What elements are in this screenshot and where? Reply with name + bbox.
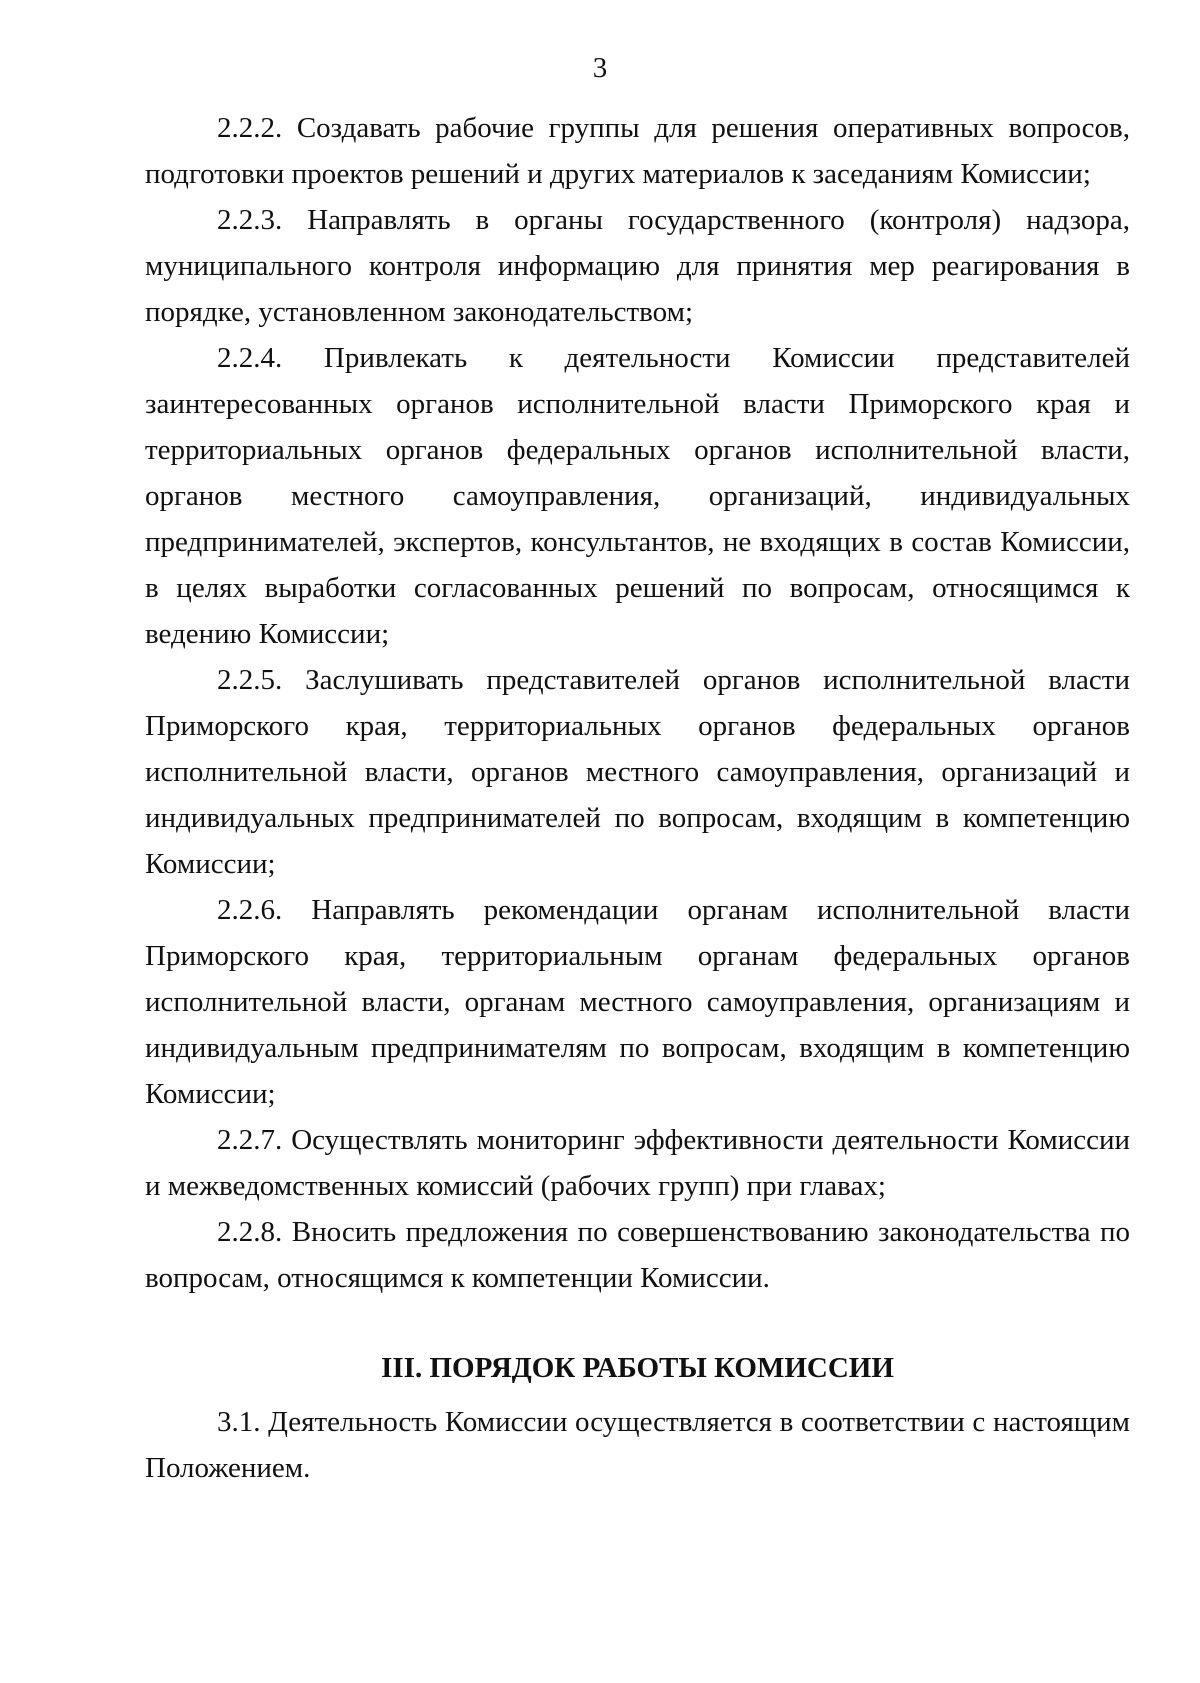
paragraph-2-2-5: 2.2.5. Заслушивать представителей органов исполнительной власти Приморского края, территориальных органов федеральных органов исполнительной власти, органов местного самоуправления, организаций и индивидуальных предпринимателей по вопросам, входящим в компетенцию Комиссии; <box>145 664 1130 880</box>
document-body <box>145 105 1130 1491</box>
paragraph-2-2-3: 2.2.3. Направлять в органы государственного (контроля) надзора, муниципального контроля информацию для принятия мер реагирования в порядке, установленном законодательством; <box>145 204 1130 328</box>
page-number: 3 <box>592 52 608 84</box>
paragraph-2-2-8: 2.2.8. Вносить предложения по совершенствованию законодательства по вопросам, относящимся к компетенции Комиссии. <box>145 1216 1130 1294</box>
paragraph-3-1: 3.1. Деятельность Комиссии осуществляется в соответствии с настоящим Положением. <box>145 1406 1130 1484</box>
section-heading: III. ПОРЯДОК РАБОТЫ КОМИССИИ <box>381 1352 894 1384</box>
paragraph-2-2-6: 2.2.6. Направлять рекомендации органам исполнительной власти Приморского края, территориальным органам федеральных органов исполнительной власти, органам местного самоуправления, организациям и индивидуальным предпринимателям по вопросам, входящим в компетенцию Комиссии; <box>145 894 1130 1110</box>
paragraph-2-2-4: 2.2.4. Привлекать к деятельности Комиссии представителей заинтересованных органов исполнительной власти Приморского края и территориальных органов федеральных органов исполнительной власти, органов местного самоуправления, организаций, индивидуальных предпринимателей, экспертов, консультантов, не входящих в состав Комиссии, в целях выработки согласованных решений по вопросам, относящимся к ведению Комиссии; <box>145 342 1130 650</box>
paragraph-2-2-2: 2.2.2. Создавать рабочие группы для решения оперативных вопросов, подготовки проектов решений и других материалов к заседаниям Комиссии; <box>145 112 1130 190</box>
paragraph-2-2-7: 2.2.7. Осуществлять мониторинг эффективности деятельности Комиссии и межведомственных комиссий (рабочих групп) при главах; <box>145 1124 1130 1202</box>
